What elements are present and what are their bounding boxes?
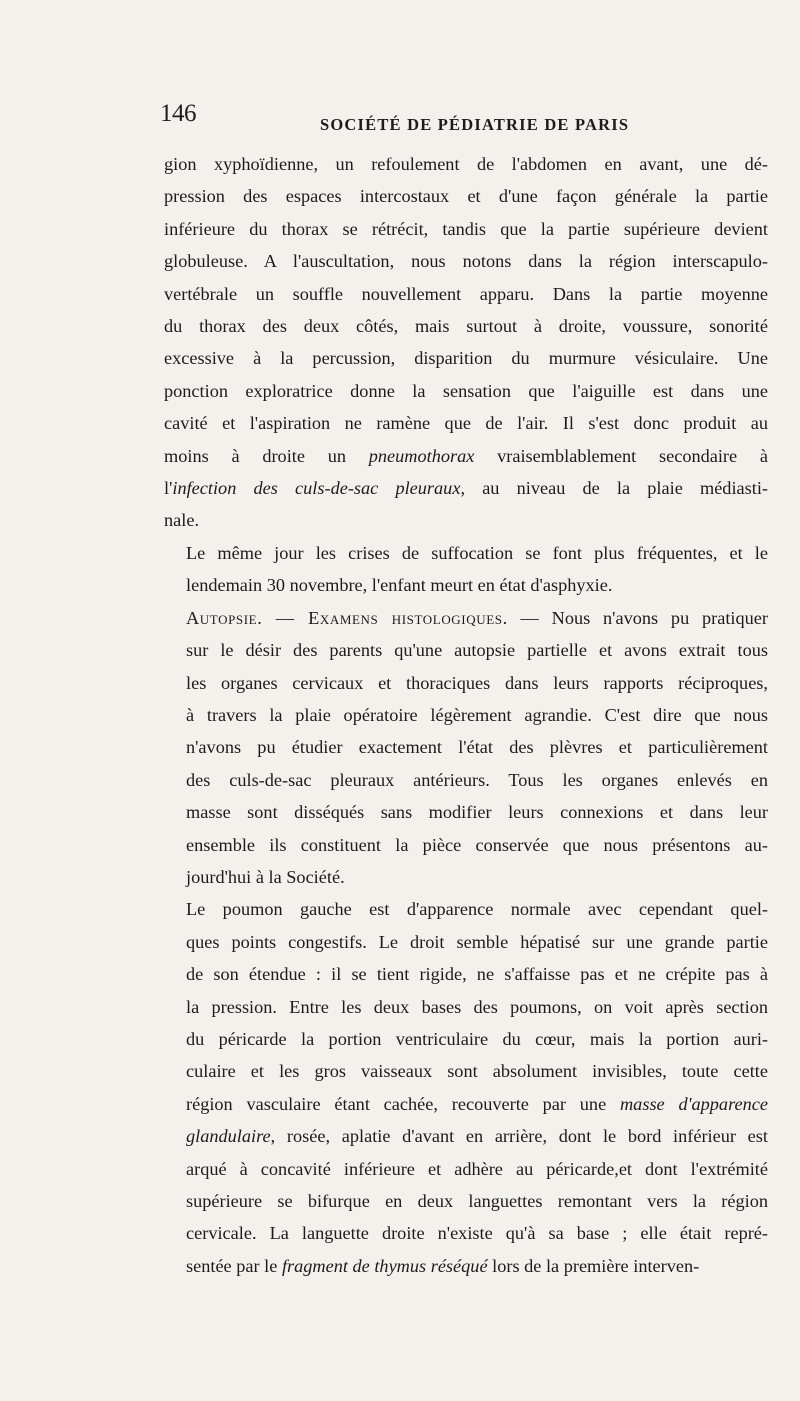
- text-line: la pression. Entre les deux bases des poumons, on voit après section: [186, 996, 768, 1017]
- italic-text: pneumothorax: [368, 445, 475, 466]
- text-line: inférieure du thorax se rétrécit, tandis que la partie supérieure devient: [164, 218, 768, 239]
- small-caps-text: Autopsie. — Examens histologiques.: [186, 607, 508, 628]
- text-line: glandulaire, rosée, aplatie d'avant en arrière, dont le bord inférieur est: [186, 1126, 768, 1147]
- paragraph: [164, 537, 768, 602]
- text-line: ponction exploratrice donne la sensation que l'aiguille est dans une: [164, 380, 768, 401]
- text-line: excessive à la percussion, disparition du murmure vésiculaire. Une: [164, 348, 768, 369]
- text-line: région vasculaire étant cachée, recouverte par une masse d'apparence: [186, 1093, 768, 1114]
- text-line: Le poumon gauche est d'apparence normale avec cependant quel-: [186, 899, 768, 920]
- text-line: supérieure se bifurque en deux languettes remontant vers la région: [186, 1191, 768, 1211]
- text-line: sur le désir des parents qu'une autopsie partielle et avons extrait tous: [186, 640, 768, 661]
- text-line: Le même jour les crises de suffocation se font plus fréquentes, et le: [186, 542, 768, 563]
- text-line: gion xyphoïdienne, un refoulement de l'abdomen en avant, une dé-: [164, 154, 768, 174]
- italic-text: masse d'apparence: [619, 1093, 768, 1114]
- text-line: globuleuse. A l'auscultation, nous notons dans la région interscapulo-: [164, 251, 768, 272]
- italic-text: infection des culs-de-sac pleuraux: [172, 478, 461, 499]
- text-line: ques points congestifs. Le droit semble hépatisé sur une grande partie: [186, 931, 768, 952]
- italic-text: glandulaire: [186, 1126, 271, 1147]
- paragraph: [164, 602, 768, 894]
- text-line: sentée par le fragment de thymus réséqué lors de la première interven-: [186, 1255, 700, 1276]
- body-text: [164, 148, 768, 1282]
- text-line: arqué à concavité inférieure et adhère au péricarde,et dont l'extrémité: [186, 1158, 768, 1179]
- text-line: cavité et l'aspiration ne ramène que de l'air. Il s'est donc produit au: [164, 413, 768, 434]
- text-line: Autopsie. — Examens histologiques. — Nous n'avons pu pratiquer: [186, 607, 768, 628]
- text-line: du péricarde la portion ventriculaire du cœur, mais la portion auri-: [186, 1028, 768, 1049]
- text-line: de son étendue : il se tient rigide, ne s'affaisse pas et ne crépite pas à: [186, 964, 768, 985]
- text-line: nale.: [164, 510, 200, 531]
- text-line: vertébrale un souffle nouvellement apparu. Dans la partie moyenne: [164, 283, 768, 304]
- text-line: les organes cervicaux et thoraciques dans leurs rapports réciproques,: [186, 672, 768, 693]
- italic-text: fragment de thymus réséqué: [281, 1255, 488, 1276]
- text-line: jourd'hui à la Société.: [186, 866, 345, 887]
- text-line: à travers la plaie opératoire légèrement agrandie. C'est dire que nous: [186, 704, 768, 725]
- text-line: moins à droite un pneumothorax vraisemblablement secondaire à: [164, 445, 769, 466]
- text-line: l'infection des culs-de-sac pleuraux, au niveau de la plaie médiasti-: [164, 478, 769, 499]
- paragraph: [164, 893, 768, 1282]
- journal-title: SOCIÉTÉ DE PÉDIATRIE DE PARIS: [320, 115, 630, 134]
- page-number: 146: [160, 100, 196, 127]
- text-line: masse sont disséqués sans modifier leurs connexions et dans leur: [186, 802, 768, 823]
- text-line: du thorax des deux côtés, mais surtout à droite, voussure, sonorité: [164, 316, 768, 337]
- text-line: culaire et les gros vaisseaux sont absolument invisibles, toute cette: [186, 1061, 768, 1082]
- text-line: lendemain 30 novembre, l'enfant meurt en état d'asphyxie.: [186, 575, 613, 596]
- running-head: [160, 100, 760, 140]
- text-line: n'avons pu étudier exactement l'état des plèvres et particulièrement: [186, 737, 768, 758]
- paragraph: [164, 148, 768, 537]
- text-line: ensemble ils constituent la pièce conservée que nous présentons au-: [186, 834, 768, 855]
- text-line: cervicale. La languette droite n'existe qu'à sa base ; elle était repré-: [186, 1223, 768, 1244]
- text-line: pression des espaces intercostaux et d'une façon générale la partie: [164, 186, 768, 207]
- text-line: des culs-de-sac pleuraux antérieurs. Tous les organes enlevés en: [186, 769, 768, 790]
